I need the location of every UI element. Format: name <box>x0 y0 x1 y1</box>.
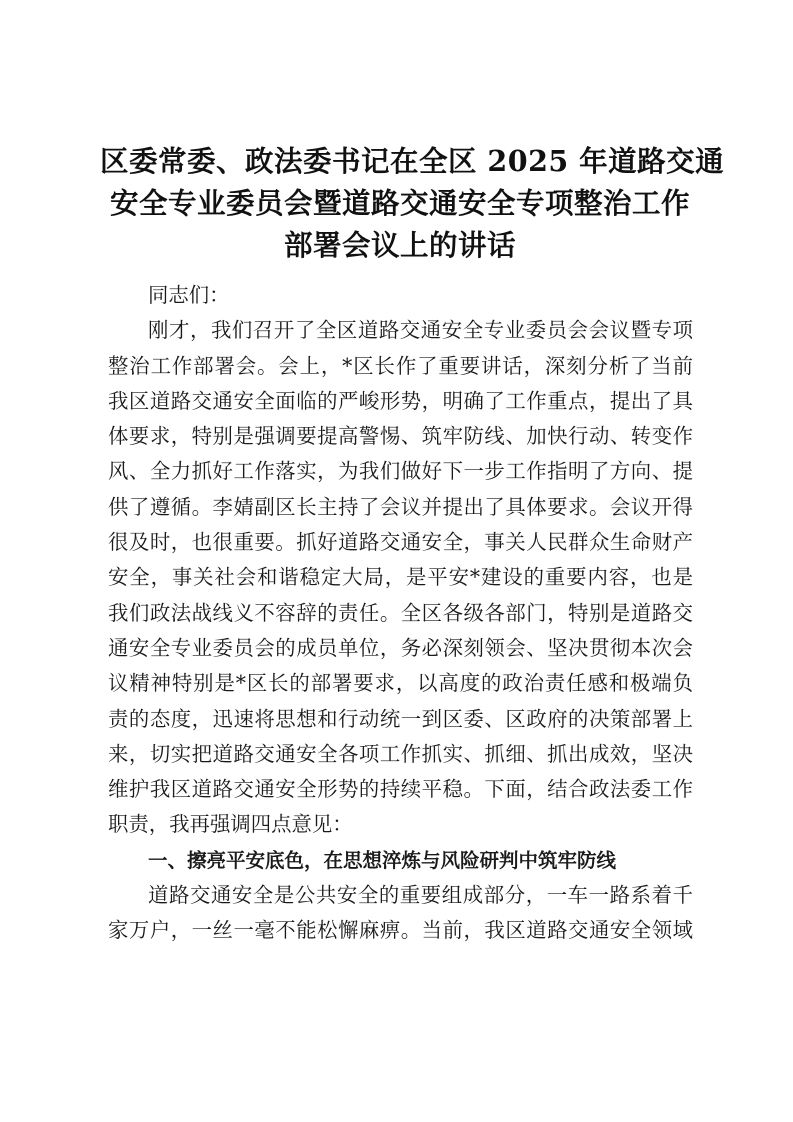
paragraph-line: 安全，事关社会和谐稳定大局，是平安*建设的重要内容，也是 <box>108 565 693 590</box>
paragraph-line: 责的态度，迅速将思想和行动统一到区委、区政府的决策部署上 <box>108 706 693 731</box>
paragraph-line: 职责，我再强调四点意见： <box>108 812 353 837</box>
paragraph-line: 我们政法战线义不容辞的责任。全区各级各部门，特别是道路交 <box>108 600 693 625</box>
section-heading: 一、擦亮平安底色，在思想淬炼与风险研判中筑牢防线 <box>148 848 617 872</box>
paragraph-line: 维护我区道路交通安全形势的持续平稳。下面，结合政法委工作 <box>108 777 693 802</box>
paragraph-line: 体要求，特别是强调要提高警惕、筑牢防线、加快行动、转变作 <box>108 424 693 449</box>
paragraph-line: 风、全力抓好工作落实，为我们做好下一步工作指明了方向、提 <box>108 459 693 484</box>
title-line: 安全专业委员会暨道路交通安全专项整治工作 <box>109 186 690 220</box>
paragraph-line: 刚才，我们召开了全区道路交通安全专业委员会会议暨专项 <box>148 318 693 343</box>
title-line: 区委常委、政法委书记在全区 2025 年道路交通 <box>100 144 725 178</box>
paragraph-line: 很及时，也很重要。抓好道路交通安全，事关人民群众生命财产 <box>108 530 693 555</box>
paragraph-line: 我区道路交通安全面临的严峻形势，明确了工作重点，提出了具 <box>108 388 693 413</box>
paragraph-line: 供了遵循。李婧副区长主持了会议并提出了具体要求。会议开得 <box>108 494 693 519</box>
paragraph-line: 家万户，一丝一毫不能松懈麻痹。当前，我区道路交通安全领域 <box>108 918 693 943</box>
salutation: 同志们： <box>148 283 230 307</box>
document-body <box>108 278 693 949</box>
paragraph-line: 通安全专业委员会的成员单位，务必深刻领会、坚决贯彻本次会 <box>108 635 693 660</box>
paragraph-line: 议精神特别是*区长的部署要求，以高度的政治责任感和极端负 <box>108 671 693 696</box>
document-title <box>100 140 725 266</box>
paragraph-line: 道路交通安全是公共安全的重要组成部分，一车一路系着千 <box>148 883 693 908</box>
paragraph-line: 整治工作部署会。会上，*区长作了重要讲话，深刻分析了当前 <box>108 353 693 378</box>
paragraph-line: 来，切实把道路交通安全各项工作抓实、抓细、抓出成效，坚决 <box>108 741 693 766</box>
title-line: 部署会议上的讲话 <box>283 228 516 262</box>
